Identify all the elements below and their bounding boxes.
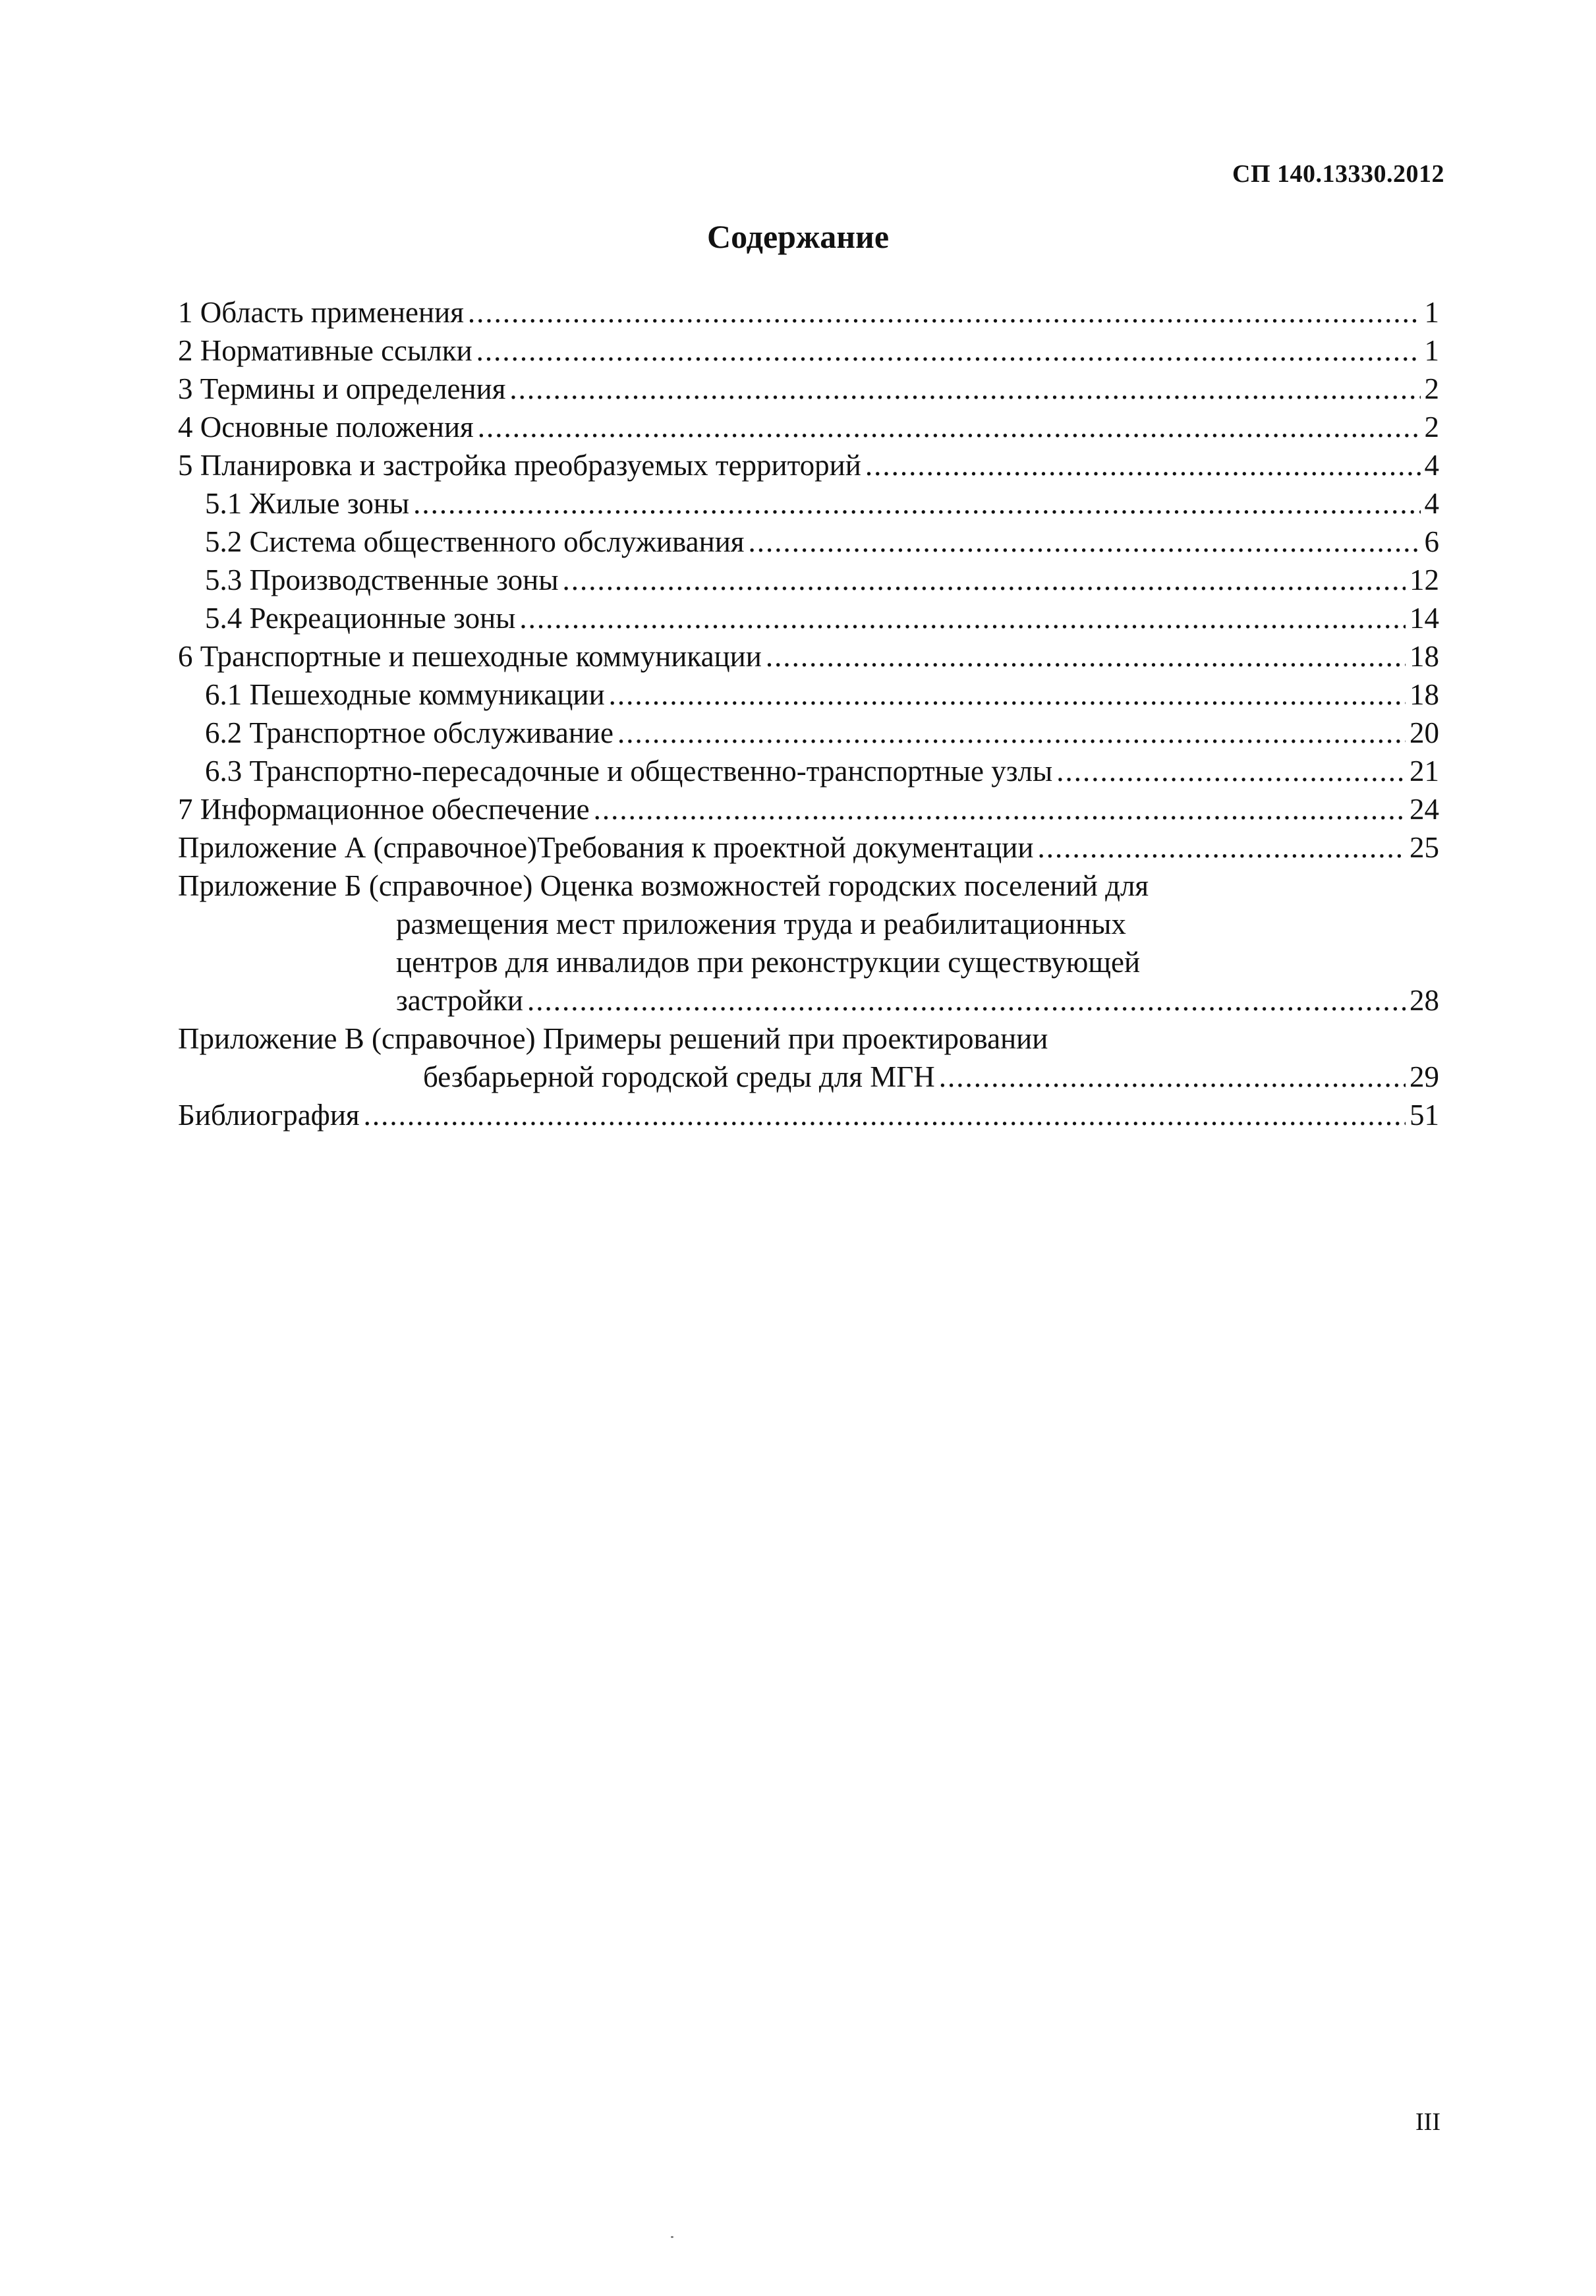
toc-subentry[interactable] [178, 484, 1439, 523]
toc-dot-leader [413, 484, 1420, 523]
toc-dot-leader [766, 637, 1406, 675]
toc-subentry[interactable] [178, 714, 1439, 752]
toc-entry[interactable] [178, 1019, 1439, 1058]
toc-entry-text: Приложение Б (справочное) Оценка возможностей городских поселений для [178, 869, 1149, 902]
toc-entry-text: 6.1 Пешеходные коммуникации [205, 678, 605, 711]
toc-entry[interactable] [178, 370, 1439, 408]
toc-entry-page: 25 [1410, 831, 1439, 864]
toc-entry-text: 4 Основные положения [178, 411, 474, 444]
toc-entry-text: 5.4 Рекреационные зоны [205, 602, 516, 635]
toc-entry-text: застройки [396, 984, 523, 1017]
toc-subentry[interactable] [178, 523, 1439, 561]
toc-entry-continuation [178, 943, 1439, 981]
toc-entry-page: 1 [1424, 334, 1439, 367]
toc-subentry[interactable] [178, 561, 1439, 599]
toc-dot-leader [527, 981, 1406, 1019]
toc-dot-leader [609, 675, 1406, 714]
toc-dot-leader [519, 599, 1406, 637]
toc-dot-leader [364, 1096, 1406, 1134]
toc-entry-page: 20 [1410, 716, 1439, 749]
toc-entry-text: размещения мест приложения труда и реабилитационных [396, 907, 1126, 940]
toc-entry-text: 6.3 Транспортно-пересадочные и общественно-транспортные узлы [205, 755, 1053, 788]
toc-entry[interactable] [178, 446, 1439, 484]
toc-entry-text: 2 Нормативные ссылки [178, 334, 472, 367]
toc-subentry[interactable] [178, 675, 1439, 714]
toc-entry-page: 1 [1424, 296, 1439, 329]
toc-dot-leader [865, 446, 1421, 484]
page-number: III [1415, 2108, 1440, 2136]
toc-dot-leader [594, 790, 1406, 828]
toc-title: Содержание [706, 218, 890, 255]
toc-dot-leader [1037, 828, 1406, 867]
toc-entry-page: 6 [1424, 525, 1439, 558]
toc-entry[interactable] [178, 408, 1439, 446]
toc-entry-page: 21 [1410, 755, 1439, 788]
toc-subentry[interactable] [178, 599, 1439, 637]
toc-entry-page: 4 [1424, 449, 1439, 482]
toc-entry-continuation[interactable] [178, 981, 1439, 1019]
toc-entry-page: 14 [1410, 602, 1439, 635]
toc-dot-leader [939, 1058, 1406, 1096]
toc-entry-text: 5 Планировка и застройка преобразуемых территорий [178, 449, 861, 482]
toc-dot-leader [476, 331, 1421, 370]
toc-entry[interactable] [178, 331, 1439, 370]
toc-subentry[interactable] [178, 752, 1439, 790]
toc-entry-text: 1 Область применения [178, 296, 464, 329]
toc-entry-text: Приложение В (справочное) Примеры решений при проектировании [178, 1022, 1048, 1055]
toc-dot-leader [509, 370, 1420, 408]
toc-entry[interactable] [178, 828, 1439, 867]
document-code: СП 140.13330.2012 [1232, 160, 1444, 188]
toc-dot-leader [748, 523, 1420, 561]
toc-entry[interactable] [178, 637, 1439, 675]
toc-entry-text: 5.3 Производственные зоны [205, 563, 559, 596]
toc-entry-page: 2 [1424, 372, 1439, 405]
toc-entry-continuation[interactable] [178, 1058, 1439, 1096]
toc-dot-leader [617, 714, 1406, 752]
scan-speck [671, 2236, 673, 2238]
toc-entry-text: 6 Транспортные и пешеходные коммуникации [178, 640, 762, 673]
toc-entry-text: Приложение А (справочное)Требования к проектной документации [178, 831, 1034, 864]
toc-dot-leader [478, 408, 1421, 446]
toc-entry-page: 51 [1410, 1099, 1439, 1132]
toc-entry-page: 18 [1410, 678, 1439, 711]
toc-entry-text: 5.2 Система общественного обслуживания [205, 525, 745, 558]
toc-entry-text: центров для инвалидов при реконструкции существующей [396, 946, 1141, 979]
toc-entry-page: 29 [1410, 1060, 1439, 1093]
toc-entry-page: 24 [1410, 793, 1439, 826]
toc-entry-text: Библиография [178, 1099, 360, 1132]
toc-entry-text: 6.2 Транспортное обслуживание [205, 716, 613, 749]
toc-entry-text: 3 Термины и определения [178, 372, 506, 405]
toc-entry[interactable] [178, 790, 1439, 828]
toc-entry-page: 28 [1410, 984, 1439, 1017]
toc-dot-leader [468, 293, 1421, 331]
toc-entry[interactable] [178, 293, 1439, 331]
toc-entry-text: 5.1 Жилые зоны [205, 487, 410, 520]
toc-entry-page: 2 [1424, 411, 1439, 444]
toc-entry-page: 18 [1410, 640, 1439, 673]
toc-dot-leader [1056, 752, 1406, 790]
toc-entry[interactable] [178, 1096, 1439, 1134]
table-of-contents [178, 293, 1439, 1134]
toc-entry[interactable] [178, 867, 1439, 905]
toc-entry-continuation [178, 905, 1439, 943]
toc-entry-page: 12 [1410, 563, 1439, 596]
toc-entry-text: безбарьерной городской среды для МГН [423, 1060, 935, 1093]
toc-dot-leader [562, 561, 1406, 599]
toc-entry-text: 7 Информационное обеспечение [178, 793, 590, 826]
toc-entry-page: 4 [1424, 487, 1439, 520]
